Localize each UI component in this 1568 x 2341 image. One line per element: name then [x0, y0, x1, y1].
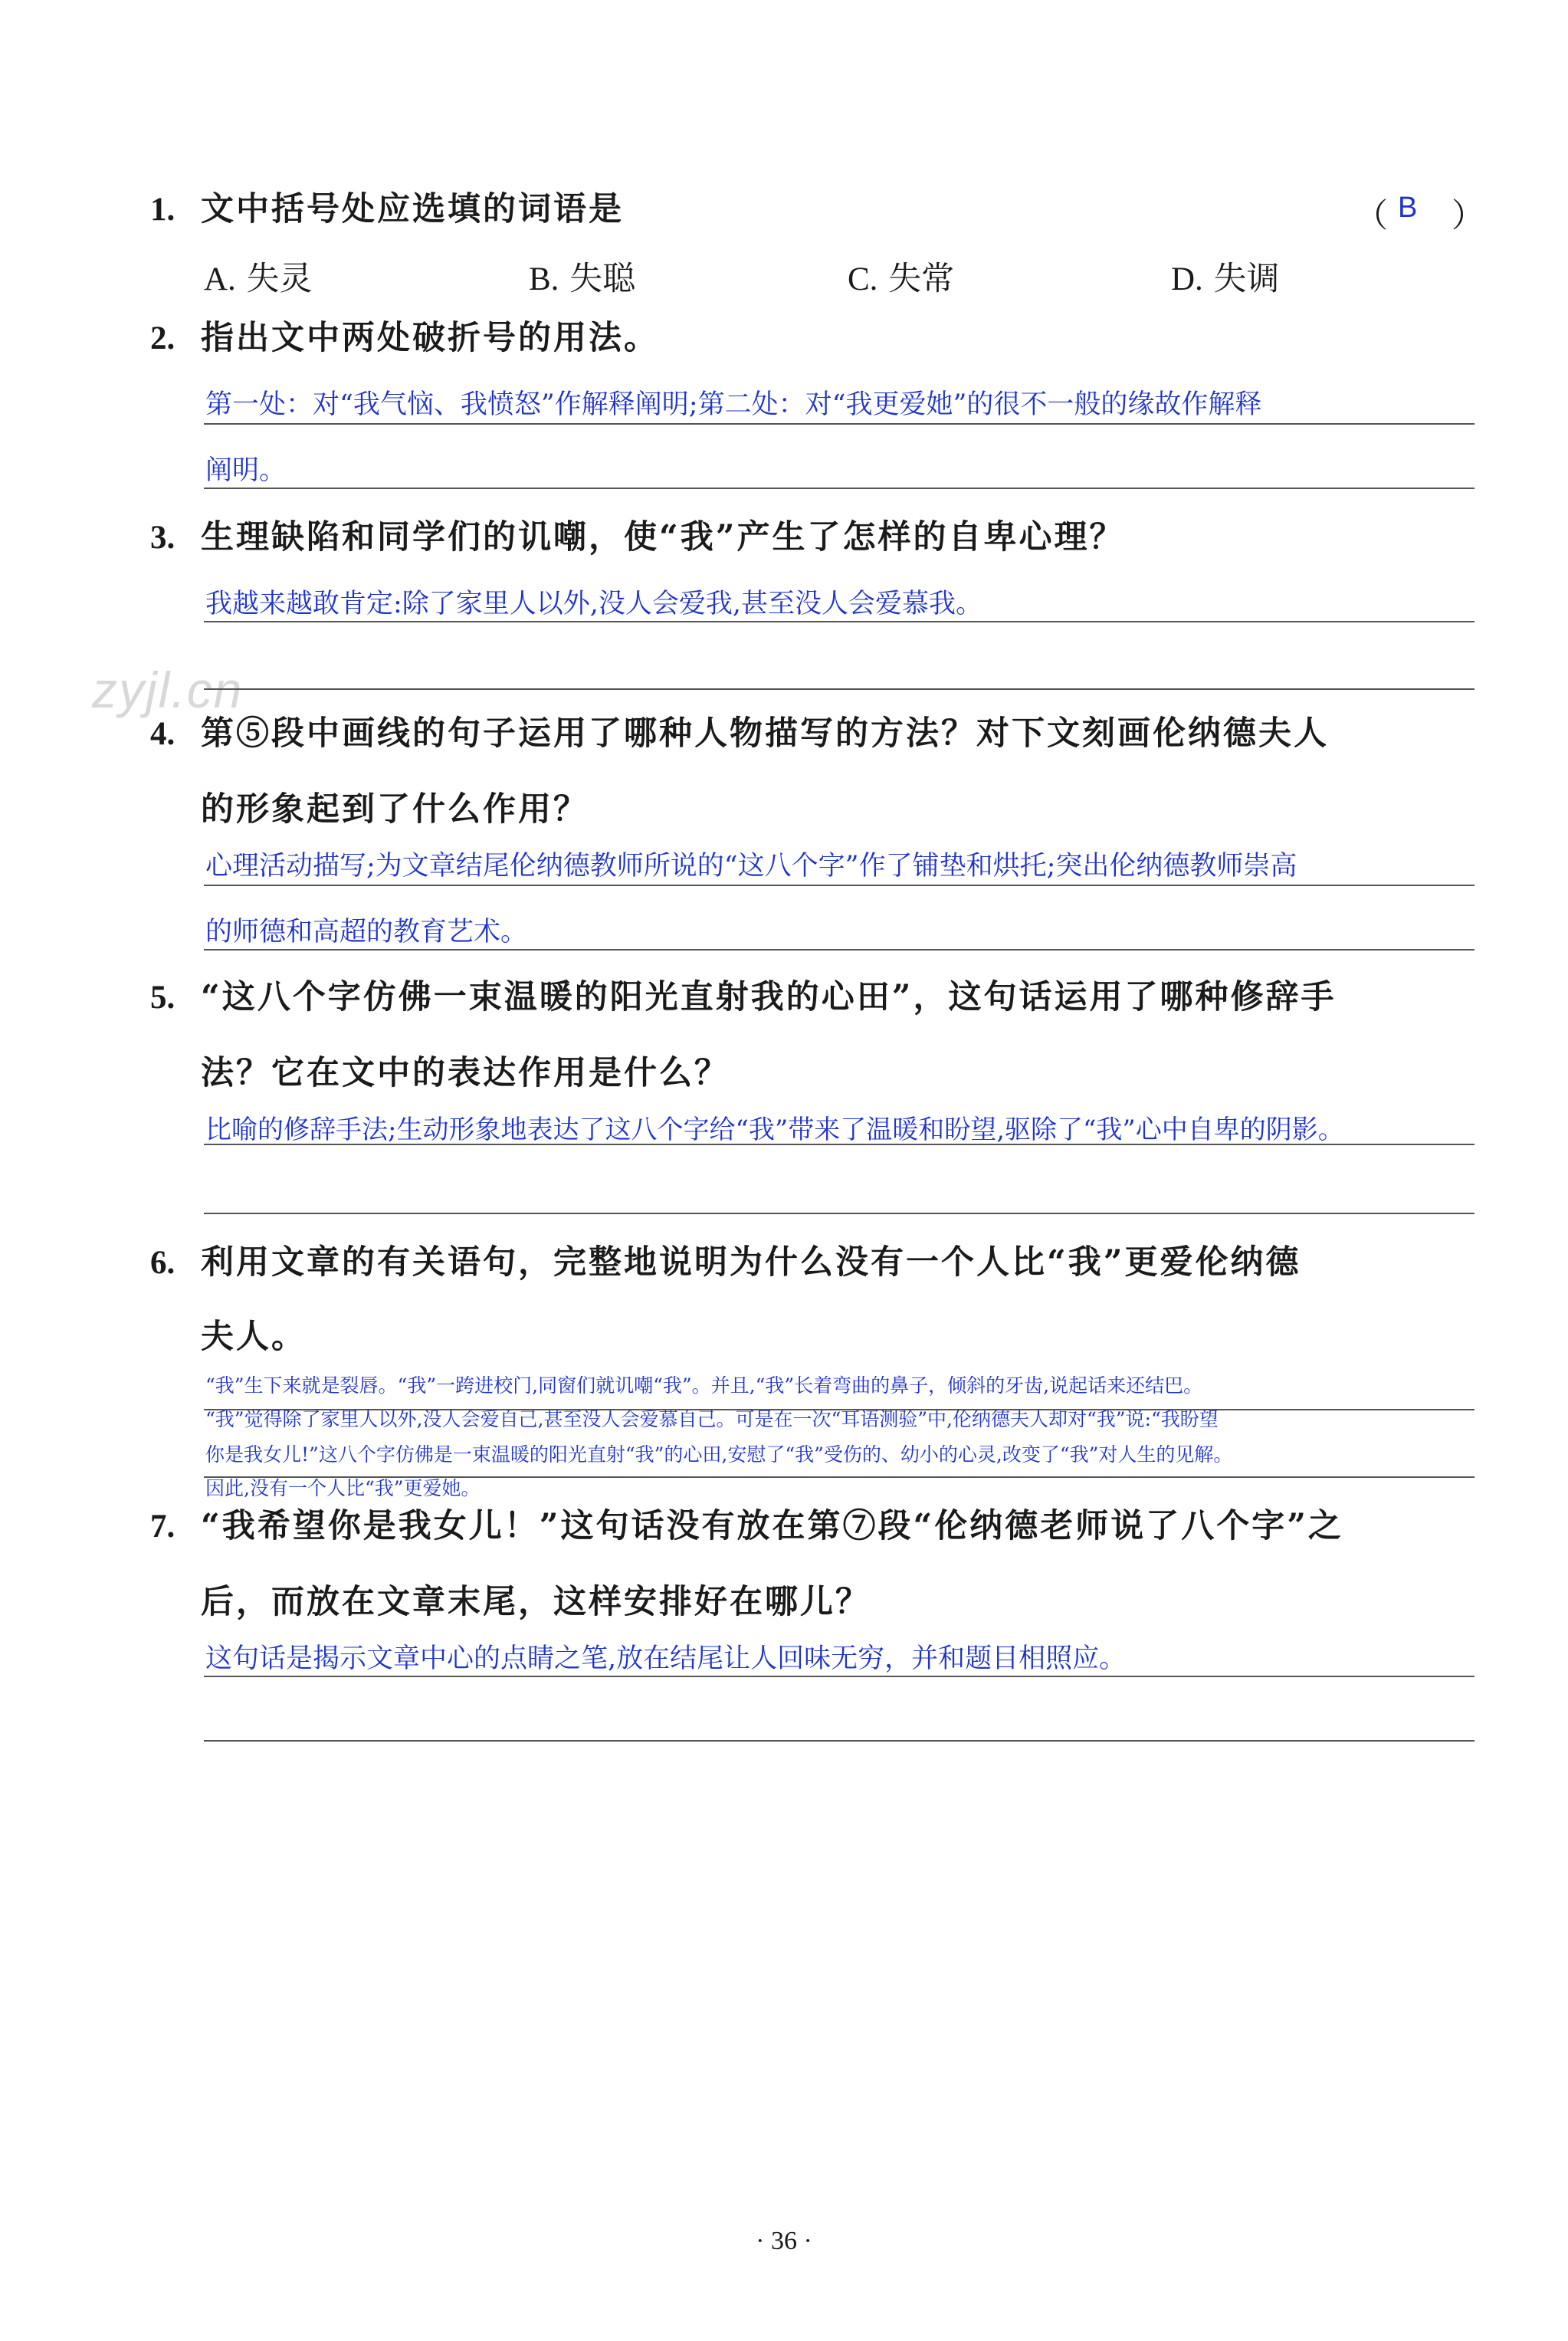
answer-rule — [204, 488, 1475, 489]
option-b: B. 失聪 — [529, 260, 636, 298]
question-5: 5. “这八个字仿佛一束温暖的阳光直射我的心田”，这句话运用了哪种修辞手 — [150, 978, 1337, 1016]
question-3: 3. 生理缺陷和同学们的讥嘲，使“我”产生了怎样的自卑心理？ — [150, 518, 1125, 557]
answer-line: 第一处：对“我气恼、我愤怒”作解释阐明;第二处：对“我更爱她”的很不一般的缘故作解释 — [205, 389, 1262, 420]
answer-rule — [204, 1213, 1475, 1214]
option-c: C. 失常 — [848, 260, 955, 298]
paren-left: （ — [1355, 197, 1388, 235]
answer-rule — [204, 423, 1475, 425]
answer-choice: B — [1398, 192, 1418, 224]
answer-parenthesis — [1355, 190, 1484, 237]
answer-rule — [204, 1676, 1475, 1677]
answer-rule — [204, 949, 1475, 951]
answer-line: 的师德和高超的教育艺术。 — [205, 917, 528, 947]
answer-rule — [204, 688, 1475, 690]
answer-line: “我”觉得除了家里人以外,没人会爱自己,甚至没人会爱慕自己。可是在一次“耳语测验”中,伦纳德夫人却对“我”说:“我盼望 — [205, 1408, 1219, 1430]
question-7: 7. “我希望你是我女儿！”这句话没有放在第⑦段“伦纳德老师说了八个字”之 — [150, 1507, 1343, 1545]
answer-line: “我”生下来就是裂唇。“我”一跨进校门,同窗们就讥嘲“我”。并且,“我”长着弯曲的鼻子，倾斜的牙齿,说起话来还结巴。 — [205, 1374, 1203, 1397]
question-4: 4. 第⑤段中画线的句子运用了哪种人物描写的方法？对下文刻画伦纳德夫人 — [150, 714, 1329, 753]
question-2: 2. 指出文中两处破折号的用法。 — [150, 319, 659, 357]
paren-right: ） — [1452, 197, 1484, 235]
question-6: 6. 利用文章的有关语句，完整地说明为什么没有一个人比“我”更爱伦纳德 — [150, 1243, 1301, 1282]
answer-rule — [204, 1144, 1475, 1145]
answer-rule — [204, 1740, 1475, 1742]
page-number: · 36 · — [756, 2227, 812, 2255]
answer-line: 比喻的修辞手法;生动形象地表达了这八个字给“我”带来了温暖和盼望,驱除了“我”心中自卑的阴影。 — [205, 1115, 1344, 1145]
option-a: A. 失灵 — [204, 260, 313, 298]
answer-rule — [204, 621, 1475, 622]
question-continuation: 夫人。 — [201, 1318, 307, 1356]
question-1 — [150, 190, 624, 228]
option-d: D. 失调 — [1171, 260, 1280, 298]
answer-line: 你是我女儿!”这八个字仿佛是一束温暖的阳光直射“我”的心田,安慰了“我”受伤的、幼小的心灵,改变了“我”对人生的见解。 — [205, 1443, 1233, 1466]
answer-line: 我越来越敢肯定:除了家里人以外,没人会爱我,甚至没人会爱慕我。 — [205, 589, 983, 619]
question-continuation: 法？它在文中的表达作用是什么？ — [201, 1054, 730, 1092]
answer-line: 这句话是揭示文章中心的点睛之笔,放在结尾让人回味无穷，并和题目相照应。 — [205, 1643, 1127, 1674]
answer-line: 心理活动描写;为文章结尾伦纳德教师所说的“这八个字”作了铺垫和烘托;突出伦纳德教师崇高 — [205, 851, 1297, 882]
question-continuation: 的形象起到了什么作用？ — [201, 790, 589, 829]
answer-line: 因此,没有一个人比“我”更爱她。 — [205, 1477, 481, 1499]
answer-rule — [204, 1409, 1475, 1410]
question-continuation: 后，而放在文章末尾，这样安排好在哪儿？ — [201, 1583, 871, 1621]
question-number: 1. — [150, 192, 175, 228]
answer-line: 阐明。 — [205, 455, 287, 486]
watermark: zyjl.cn — [92, 662, 244, 718]
question-text: 文中括号处应选填的词语是 — [201, 190, 624, 228]
answer-rule — [204, 885, 1475, 886]
